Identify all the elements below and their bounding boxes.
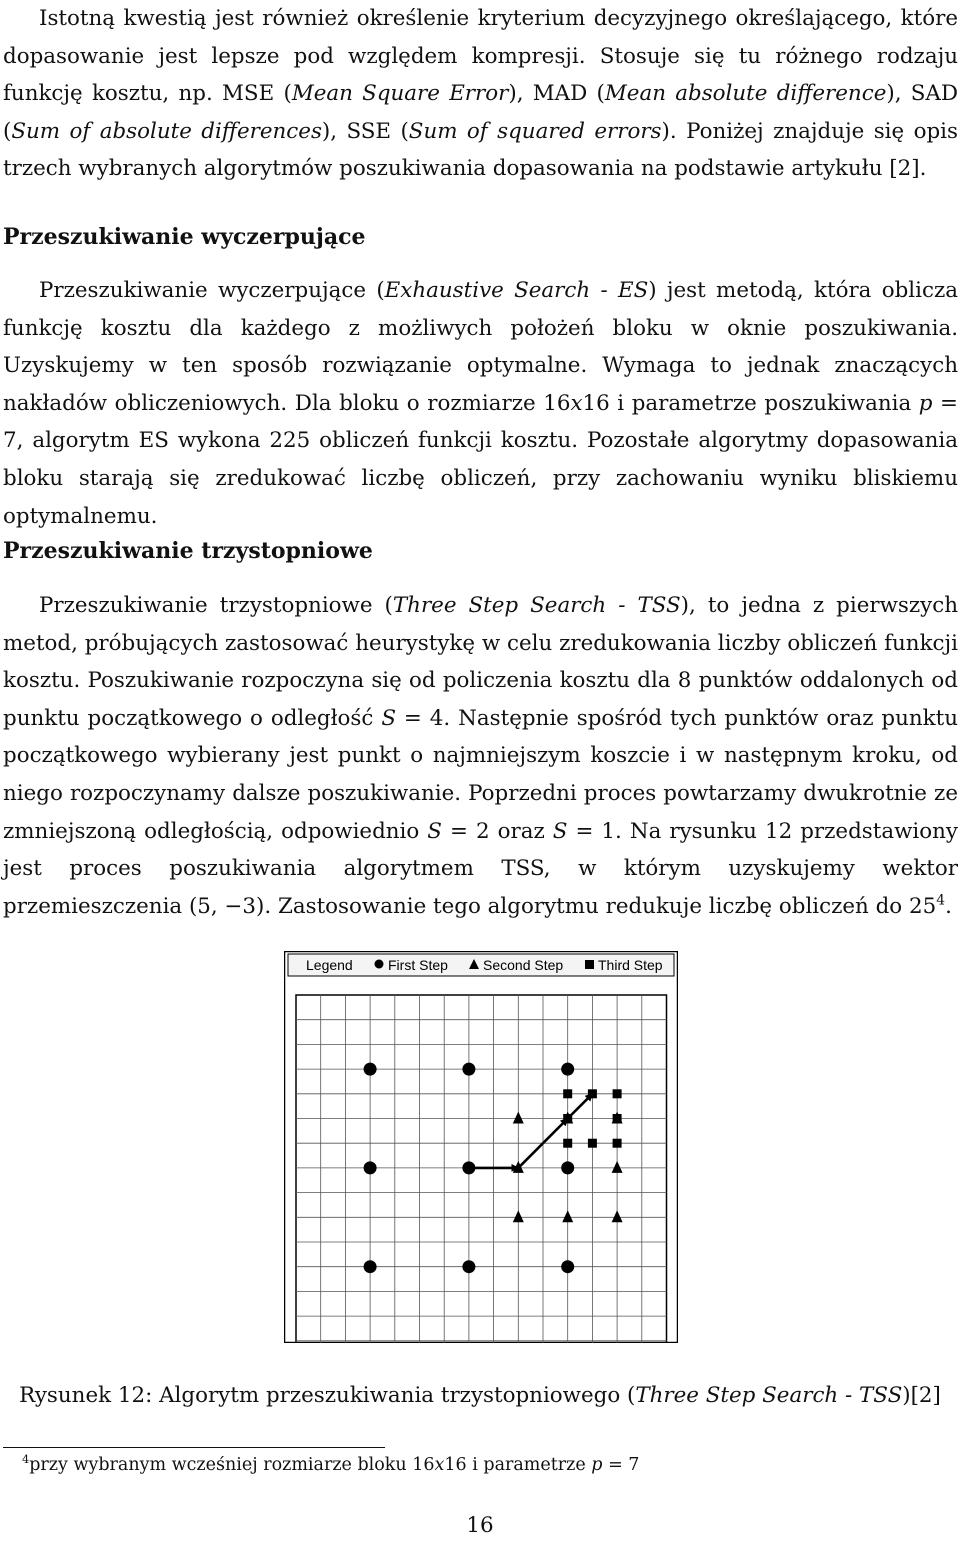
third-step-point [588,1139,597,1148]
footnote: $^4$przy wybranym wcześniej rozmiarze bloku 16x16 i parametrze p = 7 [22,1452,640,1475]
intro-paragraph: Istotną kwestią jest również określenie kryterium decyzyjnego określającego, które dopasowanie jest lepsze pod względem kompresji. Stosuje się tu różnego rodzaju funkcję kosztu, np. MSE (Mean Square Error), MAD (Mean absolute difference), SAD (Sum of absolute differences), SSE (Sum of squared errors). Poniżej znajduje się opis trzech wybranych algorytmów poszukiwania dopasowania na podstawie artykułu [2]. [3,6,959,182]
footnote-rule [3,1447,385,1448]
legend-second-label: Second Step [483,957,564,973]
section-heading-es: Przeszukiwanie wyczerpujące [3,224,366,250]
first-step-point [561,1260,574,1273]
first-step-point [462,1161,475,1174]
first-step-point [561,1063,574,1076]
third-step-point [613,1114,622,1123]
legend-first-label: First Step [388,957,448,973]
third-step-point [588,1089,597,1098]
figure-caption: Rysunek 12: Algorytm przeszukiwania trzystopniowego (Three Step Search - TSS)[2] [19,1383,941,1408]
third-step-point [613,1139,622,1148]
tss-diagram [284,951,678,1343]
legend-title: Legend [306,957,353,973]
third-step-point [563,1139,572,1148]
section-heading-tss: Przeszukiwanie trzystopniowe [3,538,373,564]
legend-circle-icon [375,960,384,969]
legend [288,954,674,976]
third-step-point [563,1089,572,1098]
first-step-point [364,1161,377,1174]
tss-figure [284,951,678,1343]
first-step-point [364,1063,377,1076]
legend-third-label: Third Step [598,957,663,973]
third-step-point [613,1089,622,1098]
tss-paragraph: Przeszukiwanie trzystopniowe (Three Step Search - TSS), to jedna z pierwszych metod, próbujących zastosować heurystykę w celu zredukowania liczby obliczeń funkcji kosztu. Poszukiwanie rozpoczyna się od policzenia kosztu dla 8 punktów oddalonych od punktu początkowego o odległość S = 4. Następnie spośród tych punktów oraz punktu początkowego wybierany jest punkt o najmniejszym koszcie i w następnym kroku, od niego rozpoczynamy dalsze poszukiwanie. Poprzedni proces powtarzamy dwukrotnie ze zmniejszoną odległością, odpowiednio S = 2 oraz S = 1. Na rysunku 12 przedstawiony jest proces poszukiwania algorytmem TSS, w którym uzyskujemy wektor przemieszczenia (5, −3). Zastosowanie tego algorytmu redukuje liczbę obliczeń do $25^4$. [3,593,958,919]
first-step-point [462,1063,475,1076]
first-step-point [561,1161,574,1174]
page-number: 16 [466,1513,494,1538]
first-step-point [364,1260,377,1273]
third-step-point [563,1114,572,1123]
es-paragraph: Przeszukiwanie wyczerpujące (Exhaustive Search - ES) jest metodą, która oblicza funkcję kosztu dla każdego z możliwych położeń bloku w oknie poszukiwania. Uzyskujemy w ten sposób rozwiązanie optymalne. Wymaga to jednak znaczących nakładów obliczeniowych. Dla bloku o rozmiarze 16x16 i parametrze poszukiwania p = 7, algorytm ES wykona 225 obliczeń funkcji kosztu. Pozostałe algorytmy dopasowania bloku starają się zredukować liczbę obliczeń, przy zachowaniu wyniku bliskiemu optymalnemu. [3,278,958,529]
legend-square-icon [585,960,594,969]
first-step-point [462,1260,475,1273]
